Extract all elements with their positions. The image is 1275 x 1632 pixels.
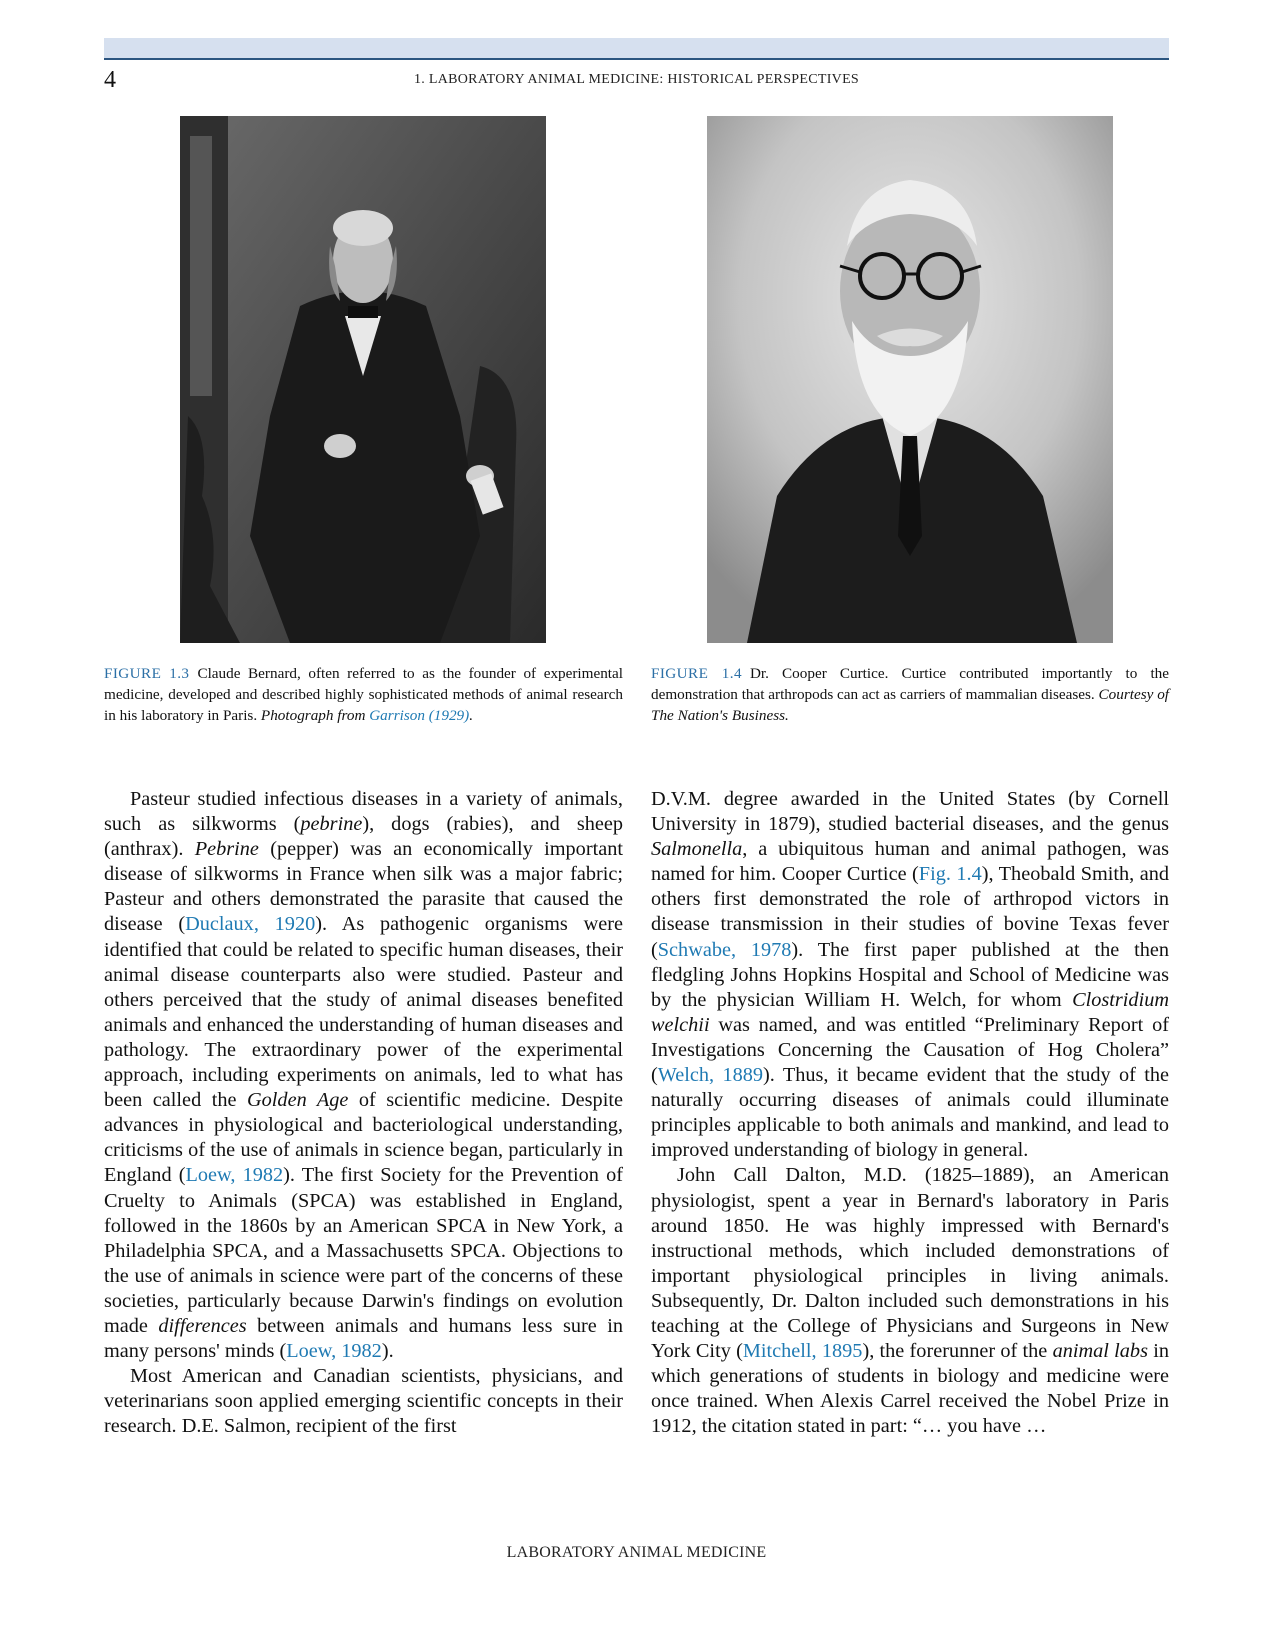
figure-1-3-credit-end: . — [469, 707, 474, 724]
text-run: ). — [381, 1340, 394, 1363]
text-run: was named, and was entitled “Preliminary Report of Investigations Concerning the Causation of Hog Cholera” ( — [651, 1013, 1169, 1087]
text-run: D.V.M. degree awarded in the United States (by Cornell University in 1879), studied bacterial diseases, and the genus — [651, 788, 1169, 836]
italic-term: differences — [158, 1314, 247, 1337]
italic-term: pebrine — [300, 813, 363, 836]
figure-1-3-photo — [180, 116, 546, 643]
figure-1-4-label: FIGURE 1.4 — [651, 665, 742, 682]
text-run: ), dogs (rabies), and sheep (anthrax). — [104, 813, 624, 861]
figure-1-4-caption-text: Dr. Cooper Curtice. Curtice contributed importantly to the demonstration that arthropods can act as carriers of mammalian diseases. — [651, 665, 1169, 703]
italic-term: Golden Age — [247, 1089, 349, 1112]
citation-link-garrison-1929[interactable]: Garrison (1929) — [369, 707, 470, 724]
figure-1-3-caption-text: Claude Bernard, often referred to as the founder of experimental medicine, developed and described highly sophisticated methods of animal research in his laboratory in Paris. — [104, 665, 623, 724]
italic-term: Clostridium welchii — [651, 988, 1169, 1036]
text-run: (pepper) was an economically important disease of silkworms in France when silk was a major fabric; Pasteur and others demonstrated the parasite that caused the disease ( — [104, 838, 623, 936]
italic-term: Salmonella — [651, 838, 743, 861]
citation-link-mitchell-1895[interactable]: Mitchell, 1895 — [742, 1340, 863, 1363]
figure-link-1-4[interactable]: Fig. 1.4 — [918, 863, 982, 886]
citation-link-loew-1982[interactable]: Loew, 1982 — [286, 1340, 382, 1363]
body-column-right — [651, 787, 1169, 1439]
figure-1-4-credit: Courtesy of The Nation's Business. — [651, 686, 1170, 724]
citation-link-loew-1982[interactable]: Loew, 1982 — [185, 1164, 284, 1187]
text-run: Pasteur studied infectious diseases in a variety of animals, such as silkworms ( — [104, 788, 623, 836]
paragraph — [651, 787, 1169, 1163]
text-run: , a ubiquitous human and animal pathogen, was named for him. Cooper Curtice ( — [651, 838, 1169, 886]
italic-term: animal labs — [1052, 1340, 1148, 1363]
italic-term: Pebrine — [194, 838, 259, 861]
text-run: ). The first Society for the Prevention of Cruelty to Animals (SPCA) was established in England, followed in the 1860s by an American SPCA in New York, a Philadelphia SPCA, and a Massachusetts SPCA. Objections to the use of animals in science were part of the concerns of these societies, particularly because Darwin's findings on evolution made — [104, 1164, 623, 1337]
running-head: 1. LABORATORY ANIMAL MEDICINE: HISTORICAL PERSPECTIVES — [413, 72, 860, 87]
citation-link-schwabe-1978[interactable]: Schwabe, 1978 — [657, 938, 792, 961]
text-run: ). The first paper published at the then fledgling Johns Hopkins Hospital and School of Medicine was by the physician William H. Welch, for whom — [651, 938, 1169, 1011]
body-column-left — [104, 787, 623, 1439]
text-run: between animals and humans less sure in many persons' minds ( — [104, 1314, 623, 1363]
header-band — [104, 38, 1169, 60]
text-run: ), Theobald Smith, and others first demonstrated the role of arthropod victors in disease transmission in their studies of bovine Texas fever ( — [651, 863, 1169, 961]
figure-1-4-photo — [707, 116, 1113, 643]
text-run: ). Thus, it became evident that the study of the naturally occurring diseases of animals could illuminate principles applicable to both animals and mankind, and lead to improved understanding of biology in general. — [651, 1064, 1169, 1162]
text-run: John Call Dalton, M.D. (1825–1889), an American physiologist, spent a year in Bernard's laboratory in Paris around 1850. He was highly impressed with Bernard's instructional methods, which included demonstrations of important physiological principles in living animals. Subsequently, Dr. Dalton included such demonstrations in his teaching at the College of Physicians and Surgeons in New York City ( — [651, 1164, 1169, 1363]
figure-1-3-credit: Photograph from — [260, 707, 370, 724]
text-run: ). As pathogenic organisms were identified that could be related to specific human diseases, their animal disease counterparts also were studied. Pasteur and others perceived that the study of animal diseases benefited animals and enhanced the understanding of human diseases and pathology. The extraordinary power of the experimental approach, including experiments on animals, led to what has been called the — [104, 913, 623, 1112]
figure-1-4-caption — [651, 663, 1169, 726]
text-run: ), the forerunner of the — [862, 1340, 1053, 1363]
figure-1-3-label: FIGURE 1.3 — [104, 665, 190, 682]
paragraph — [104, 787, 623, 1364]
figure-1-3-caption — [104, 663, 623, 726]
paragraph — [651, 1163, 1169, 1439]
text-run: of scientific medicine. Despite advances in physiological and bacteriological understanding, criticisms of the use of animals in science began, particularly in England ( — [104, 1089, 623, 1187]
page-footer: LABORATORY ANIMAL MEDICINE — [506, 1544, 767, 1561]
citation-link-duclaux-1920[interactable]: Duclaux, 1920 — [185, 913, 316, 936]
paragraph: Most American and Canadian scientists, physicians, and veterinarians soon applied emerging scientific concepts in their research. D.E. Salmon, recipient of the first — [104, 1365, 623, 1438]
page-number: 4 — [104, 67, 116, 93]
citation-link-welch-1889[interactable]: Welch, 1889 — [657, 1064, 764, 1087]
text-run: in which generations of students in biology and medicine were once trained. When Alexis Carrel received the Nobel Prize in 1912, the citation stated in part: “… you have … — [651, 1340, 1169, 1438]
